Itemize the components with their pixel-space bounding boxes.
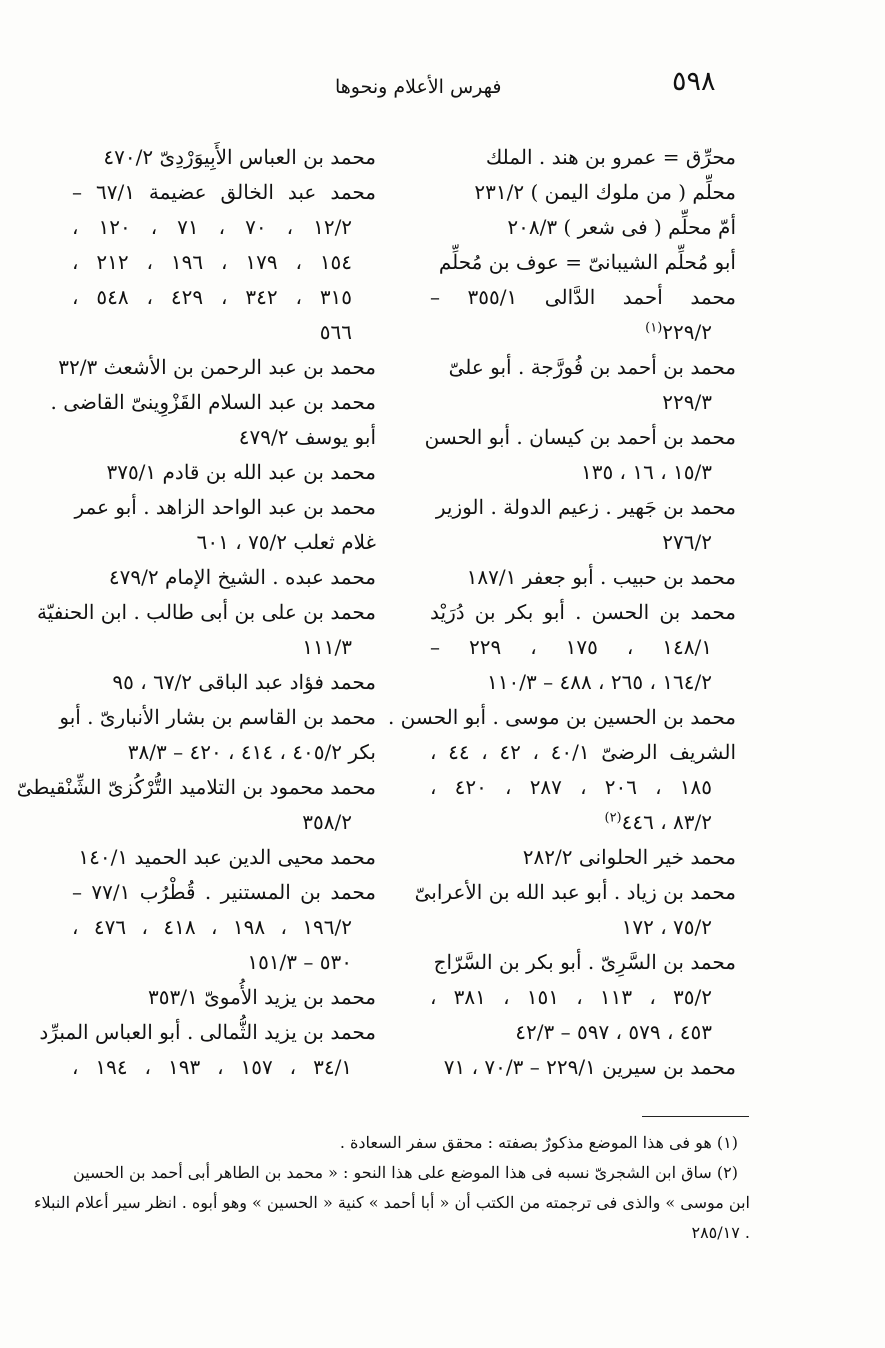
index-line-text: ٣٤/١ ، ١٥٧ ، ١٩٣ ، ١٩٤ ،	[72, 1055, 353, 1079]
index-line	[430, 980, 736, 1015]
index-column-right	[387, 140, 737, 1085]
index-line	[430, 595, 736, 630]
index-line-text: محمد بن القاسم بن بشار الأنبارىّ . أبو	[59, 705, 376, 729]
index-line-text: أمّ محلِّم ( فى شعر ) ٢٠٨/٣	[507, 215, 736, 239]
index-line	[72, 140, 376, 175]
index-line	[424, 420, 736, 455]
index-line-text: محمد محمود بن التلاميد التُّرْكُزىّ الشِّنْقيطىّ	[16, 775, 376, 799]
index-line	[16, 770, 376, 805]
index-line-text: محمد فؤاد عبد الباقى ٦٧/٢ ، ٩٥	[112, 670, 376, 694]
footnotes	[33, 1128, 750, 1248]
footnote-ref: (٢)	[604, 810, 622, 826]
index-line	[59, 700, 376, 735]
index-line	[414, 875, 736, 910]
index-line	[72, 840, 376, 875]
index-line-text: محمد بن السَّرِىّ . أبو بكر بن السَّرّاج	[433, 950, 736, 974]
index-line-text: محمد بن على بن أبى طالب . ابن الحنفيّة	[36, 600, 376, 624]
index-line-text: ٢٢٩/٣	[662, 390, 712, 414]
index-line-text: ٢٢٩/٢	[662, 320, 712, 344]
index-line-text: محمد أحمد الدَّالى ٣٥٥/١ –	[430, 285, 736, 309]
index-line	[430, 455, 736, 490]
index-line	[72, 245, 376, 280]
index-line	[430, 840, 736, 875]
index-line-text: محلِّم ( من ملوك اليمن ) ٢٣١/٢	[474, 180, 736, 204]
index-line-text: محمد بن المستنير . قُطْرُب ٧٧/١ –	[72, 880, 377, 904]
index-line	[72, 910, 376, 945]
index-column-left	[16, 140, 377, 1085]
index-line-text: ٥٦٦	[319, 320, 352, 344]
index-line	[39, 1015, 376, 1050]
index-line	[430, 805, 736, 840]
index-line-text: محمد بن زياد . أبو عبد الله بن الأعرابىّ	[414, 880, 736, 904]
index-line-text: ١٥٤ ، ١٧٩ ، ١٩٦ ، ٢١٢ ،	[72, 250, 353, 274]
index-line	[430, 665, 736, 700]
index-line	[430, 770, 736, 805]
index-line	[72, 420, 376, 455]
index-line-text: أبو مُحلِّم الشيبانىّ = عوف بن مُحلِّم	[438, 250, 736, 274]
index-line-text: ٥٣٠ – ١٥١/٣	[247, 950, 352, 974]
index-line	[430, 910, 736, 945]
index-line-text: ١٨٥ ، ٢٠٦ ، ٢٨٧ ، ٤٢٠ ،	[430, 775, 713, 799]
footnote-line: ابن موسى » والذى فى ترجمته من الكتب أن « أبا أحمد » كنية « الحسين » وهو أبوه . انظر سير أعلام النبلاء	[33, 1193, 750, 1212]
index-line	[72, 210, 376, 245]
index-line-text: محمد بن يزيد الأُموىّ ٣٥٣/١	[148, 985, 376, 1009]
index-line	[430, 490, 736, 525]
index-line-text: محمد بن الحسن . أبو بكر بن دُرَيْد	[430, 600, 736, 624]
index-line	[72, 980, 376, 1015]
index-line	[430, 735, 736, 770]
index-line	[430, 140, 736, 175]
index-line-text: ٧٥/٢ ، ١٧٢	[621, 915, 712, 939]
index-line-text: ٢٧٦/٢	[662, 530, 712, 554]
index-line	[58, 350, 376, 385]
index-line-text: الشريف الرضىّ ٤٠/١ ، ٤٢ ، ٤٤ ،	[430, 740, 737, 764]
index-line-text: محمد محيى الدين عبد الحميد ١٤٠/١	[78, 845, 376, 869]
index-line	[72, 315, 376, 350]
index-line	[430, 245, 736, 280]
index-line	[72, 1050, 376, 1085]
footnote-line: (٢) ساق ابن الشجرىّ نسبه فى هذا الموضع على هذا النحو : « محمد بن الطاهر أبى أحمد بن الحسين	[72, 1163, 738, 1182]
page-number: ٥٩٨	[672, 66, 716, 97]
index-line-text: ١٤٨/١ ، ١٧٥ ، ٢٢٩ –	[430, 635, 713, 659]
index-line-text: ١٥/٣ ، ١٦ ، ١٣٥	[580, 460, 712, 484]
index-line	[387, 700, 736, 735]
index-line-text: محمد بن أحمد بن فُورَّجة . أبو علىّ	[448, 355, 736, 379]
index-line-text: ١٦٤/٢ ، ٢٦٥ ، ٤٨٨ – ١١٠/٣	[487, 670, 712, 694]
footnote-line: (١) هو فى هذا الموضع مذكورٌ بصفته : محقق سفر السعادة .	[339, 1133, 738, 1152]
index-line	[72, 665, 376, 700]
running-head: فهرس الأعلام ونحوها	[335, 76, 502, 98]
index-line	[430, 630, 736, 665]
footnote-ref: (١)	[645, 320, 663, 336]
index-line	[72, 805, 376, 840]
index-line	[430, 1015, 736, 1050]
index-line-text: محمد بن عبد السلام القَزْوِينىّ القاضى .	[50, 390, 376, 414]
index-line-text: محمد بن حبيب . أبو جعفر ١٨٧/١	[466, 565, 736, 589]
index-line	[72, 875, 376, 910]
index-line-text: ٨٣/٢ ، ٤٤٦	[621, 810, 712, 834]
index-line-text: ١١١/٣	[302, 635, 352, 659]
index-line-text: ٣٥٨/٢	[302, 810, 352, 834]
index-line-text: محمد عبده . الشيخ الإمام ٤٧٩/٢	[108, 565, 376, 589]
index-line	[430, 945, 736, 980]
index-line	[430, 210, 736, 245]
index-line-text: ١٩٦/٢ ، ١٩٨ ، ٤١٨ ، ٤٧٦ ،	[72, 915, 353, 939]
index-line	[72, 525, 376, 560]
index-line	[430, 315, 736, 350]
index-line	[72, 490, 376, 525]
index-line-text: ٤٥٣ ، ٥٧٩ ، ٥٩٧ – ٤٢/٣	[515, 1020, 712, 1044]
index-line-text: أبو يوسف ٤٧٩/٢	[238, 425, 376, 449]
footnote-line: . ٢٨٥/١٧	[691, 1223, 750, 1242]
index-line	[72, 280, 376, 315]
index-line	[430, 280, 736, 315]
index-line-text: محمد بن عبد الله بن قادم ٣٧٥/١	[106, 460, 376, 484]
index-line	[72, 560, 376, 595]
index-line	[430, 175, 736, 210]
index-line	[72, 455, 376, 490]
index-line-text: ٣١٥ ، ٣٤٢ ، ٤٢٩ ، ٥٤٨ ،	[72, 285, 353, 309]
index-line-text: محمد بن الحسين بن موسى . أبو الحسن .	[387, 705, 736, 729]
index-line	[430, 350, 736, 385]
index-line	[72, 175, 376, 210]
index-line-text: محمد بن العباس الأَبِيوَرْدِىّ ٤٧٠/٢	[103, 145, 376, 169]
index-line-text: ٣٥/٢ ، ١١٣ ، ١٥١ ، ٣٨١ ،	[430, 985, 713, 1009]
index-line-text: محمد بن أحمد بن كيسان . أبو الحسن	[424, 425, 736, 449]
index-line-text: غلام ثعلب ٧٥/٢ ، ٦٠١	[196, 530, 376, 554]
index-line	[72, 735, 376, 770]
index-line-text: بكر ٤٠٥/٢ ، ٤١٤ ، ٤٢٠ – ٣٨/٣	[127, 740, 376, 764]
index-line	[430, 1050, 736, 1085]
index-line-text: ١٢/٢ ، ٧٠ ، ٧١ ، ١٢٠ ،	[72, 215, 353, 239]
index-line	[430, 525, 736, 560]
index-line-text: محمد بن عبد الواحد الزاهد . أبو عمر	[74, 495, 376, 519]
index-line-text: محمد خير الحلوانى ٢٨٢/٢	[522, 845, 736, 869]
index-line	[50, 385, 376, 420]
index-line-text: محمد بن عبد الرحمن بن الأشعث ٣٢/٣	[58, 355, 376, 379]
index-line	[430, 560, 736, 595]
index-line-text: محرِّق = عمرو بن هند . الملك	[485, 145, 736, 169]
index-line-text: محمد بن سيرين ٢٢٩/١ – ٧٠/٣ ، ٧١	[443, 1055, 736, 1079]
index-line-text: محمد عبد الخالق عضيمة ٦٧/١ –	[72, 180, 377, 204]
index-line-text: محمد بن يزيد الثُّمالى . أبو العباس المبرِّد	[39, 1020, 376, 1044]
index-line	[72, 945, 376, 980]
index-line	[430, 385, 736, 420]
index-line	[36, 595, 376, 630]
index-line	[72, 630, 376, 665]
index-line-text: محمد بن جَهير . زعيم الدولة . الوزير	[435, 495, 736, 519]
footnote-rule	[642, 1116, 749, 1117]
